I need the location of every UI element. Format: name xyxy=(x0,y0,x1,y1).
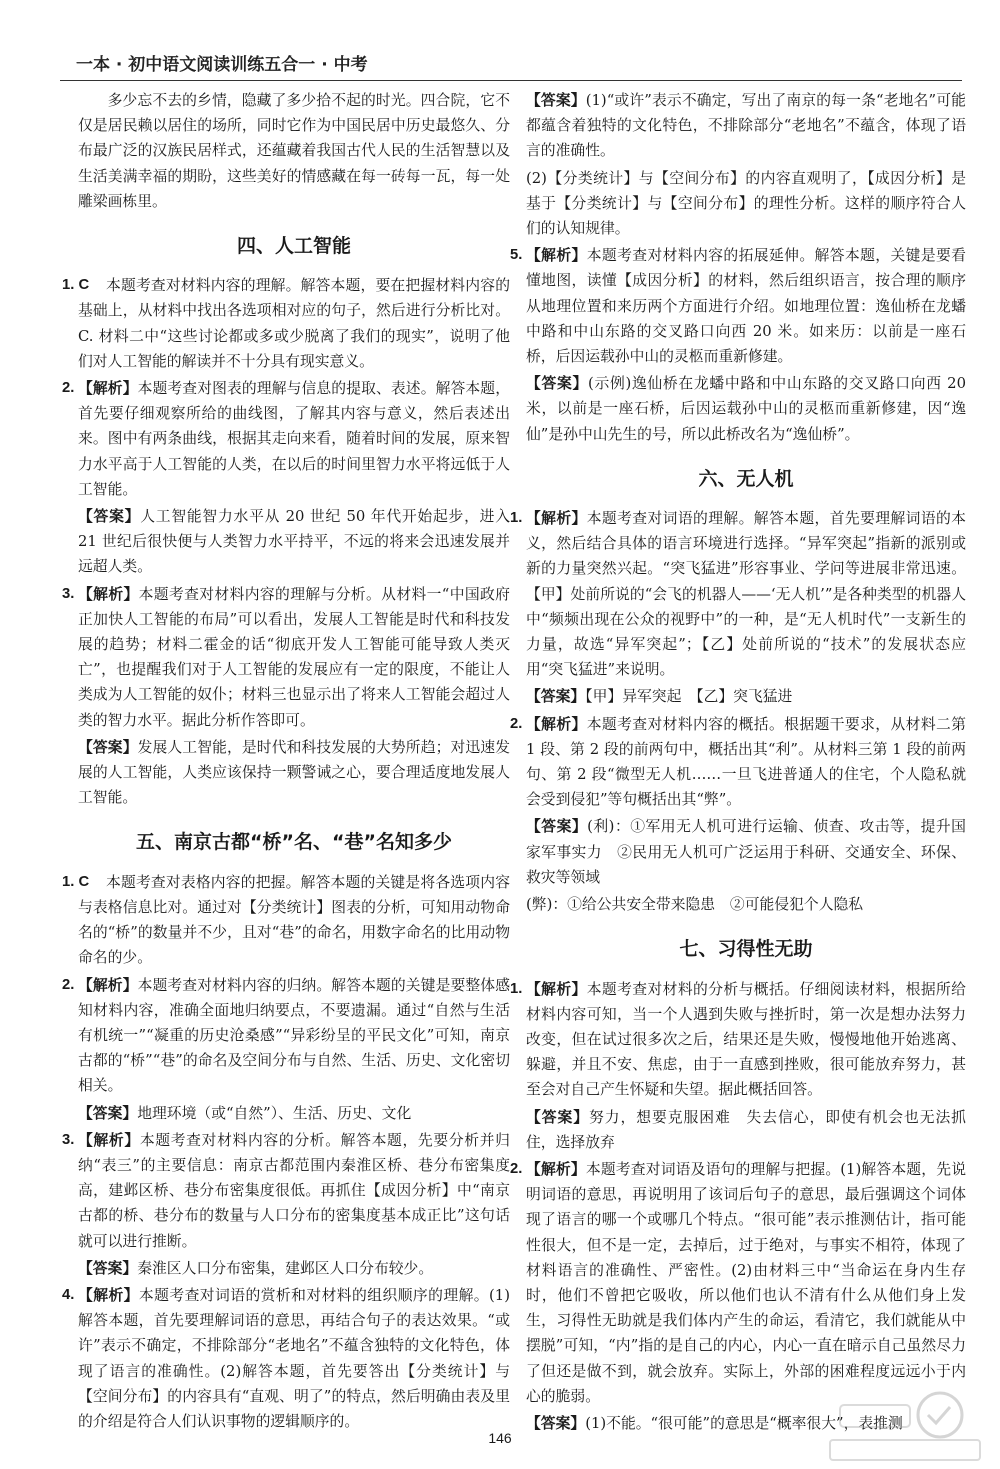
answer-tag: 【答案】 xyxy=(526,1414,586,1432)
question-number: 4. xyxy=(62,1286,75,1303)
analysis-tag: 【解析】 xyxy=(78,1131,140,1149)
answer-text: (利)：①军用无人机可进行运输、侦查、攻击等，提升国家军事实力 ②民用无人机可广泛运用于科研、交通安全、环保、救灾等领域 xyxy=(526,818,966,886)
answer-block xyxy=(78,1256,510,1281)
analysis-text: 本题考查对表格内容的把握。解答本题的关键是将各选项内容与表格信息比对。通过对【分类统计】图表的分析，可知用动物命名的“桥”的数量并不少，且对“巷”的命名，用数字命名的比用动物命名的少。 xyxy=(78,873,510,967)
question-item xyxy=(510,712,966,813)
answer-tag: 【答案】 xyxy=(526,818,588,836)
analysis-text: 本题考查对词语的赏析和对材料的组织顺序的理解。(1)解答本题，首先要理解词语的意思，再结合句子的表达效果。“或许”表示不确定，不排除部分“老地名”不蕴含独特的文化特色，体现了语言的准确性。(2)解答本题，首先要答出【分类统计】与【空间分布】的内容具有“直观、明了”的特点，然后明确由表及里的介绍是符合人们认识事物的逻辑顺序的。 xyxy=(78,1286,510,1430)
watermark-logo-icon xyxy=(820,1385,990,1465)
section-title-nanjing: 五、南京古都“桥”名、“巷”名知多少 xyxy=(136,831,452,854)
answer-text: (示例)逸仙桥在龙蟠中路和中山东路的交叉路口向西 20 米，以前是一座石桥，后因运载孙中山的灵柩而重新修建，因“逸仙”是孙中山先生的号，所以此桥改名为“逸仙桥”。 xyxy=(526,375,966,443)
page-number: 146 xyxy=(488,1430,512,1446)
question-item xyxy=(510,506,966,682)
analysis-tag: 【解析】 xyxy=(78,585,139,603)
question-item xyxy=(62,376,510,502)
page-header: 一本 · 初中语文阅读训练五合一 · 中考 xyxy=(76,55,368,75)
answer-tag: 【答案】 xyxy=(526,92,586,109)
answer-block xyxy=(78,504,510,580)
question-number: 2. xyxy=(510,715,523,732)
header-rule xyxy=(60,80,962,81)
answer-block xyxy=(526,684,966,709)
answer-text: 发展人工智能，是时代和科技发展的大势所趋；对迅速发展的人工智能，人类应该保持一颗警诫之心，要合理适度地发展人工智能。 xyxy=(78,738,510,807)
answer-tag: 【答案】 xyxy=(526,375,588,393)
section-title-drone: 六、无人机 xyxy=(698,467,794,490)
question-number: 1. xyxy=(510,980,523,997)
answer-text: 人工智能智力水平从 20 世纪 50 年代开始起步，进入 21 世纪后很快便与人类智力水平持平，不远的将来会迅速发展并远超人类。 xyxy=(78,508,510,576)
question-item xyxy=(510,243,966,369)
answer-block xyxy=(526,892,966,917)
section-title-helplessness: 七、习得性无助 xyxy=(679,938,813,961)
answer-text: (1)“或许”表示不确定，写出了南京的每一条“老地名”可能都蕴含着独特的文化特色，不排除部分“老地名”不蕴含，体现了语言的准确性。 xyxy=(526,92,966,160)
answer-tag: 【答案】 xyxy=(78,1259,138,1277)
question-item xyxy=(62,582,510,733)
question-number: 2. xyxy=(62,976,75,993)
answer-block xyxy=(78,735,510,811)
answer-block xyxy=(526,166,966,242)
question-item xyxy=(62,973,510,1099)
answer-text: (2)【分类统计】与【空间分布】的内容直观明了，【成因分析】是基于【分类统计】与【空间分布】的理性分析。这样的顺序符合人们的认知规律。 xyxy=(526,169,966,238)
question-number: 1. xyxy=(510,510,523,527)
question-item xyxy=(510,1157,966,1409)
question-number: 1. C xyxy=(62,277,90,294)
analysis-tag: 【解析】 xyxy=(526,715,587,733)
analysis-tag: 【解析】 xyxy=(526,510,587,528)
answer-tag: 【答案】 xyxy=(78,738,138,756)
question-number: 2. xyxy=(510,1160,523,1177)
analysis-text: 本题考查对材料内容的归纳。解答本题的关键是要整体感知材料内容，准确全面地归纳要点，不要遗漏。通过“自然与生活有机统一”“凝重的历史沧桑感”“异彩纷呈的平民文化”可知，南京古都的“桥”“巷”的命名及空间分布与自然、生活、历史、文化密切相关。 xyxy=(78,976,510,1095)
answer-text: (弊)：①给公共安全带来隐患 ②可能侵犯个人隐私 xyxy=(526,896,864,914)
analysis-tag: 【解析】 xyxy=(526,980,587,998)
answer-block xyxy=(526,88,966,164)
analysis-tag: 【解析】 xyxy=(526,247,587,265)
question-number: 1. C xyxy=(62,873,90,890)
answer-block xyxy=(78,1101,510,1126)
answer-tag: 【答案】 xyxy=(78,1104,138,1122)
question-item xyxy=(62,1128,510,1254)
analysis-tag: 【解析】 xyxy=(526,1160,586,1178)
answer-text: (1)不能。“很可能”的意思是“概率很大”，表推测 xyxy=(585,1414,903,1432)
analysis-text: 本题考查对材料的分析与概括。仔细阅读材料，根据所给材料内容可知，当一个人遇到失败与挫折时，第一次是想办法努力改变，但在试过很多次之后，结果还是失败，慢慢地他开始逃离、躲避，并且不安、焦虑，由于一直感到挫败，很可能放弃努力，甚至会对自己产生怀疑和失望。据此概括回答。 xyxy=(526,980,966,1099)
intro-paragraph: 多少忘不去的乡情，隐藏了多少拾不起的时光。四合院，它不仅是居民赖以居住的场所，同时它作为中国民居中历史最悠久、分布最广泛的汉族民居样式，还蕴藏着我国古代人民的生活智慧以及生活美满幸福的期盼，这些美好的情感藏在每一砖每一瓦，每一处雕梁画栋里。 xyxy=(78,92,510,210)
analysis-text: 本题考查对材料内容的理解。解答本题，要在把握材料内容的基础上，从材料中找出各选项相对应的句子，然后进行分析比对。C. 材料二中“这些讨论都或多或少脱离了我们的现实”，说明了他们对人工智能的解读并不十分具有现实意义。 xyxy=(78,277,510,370)
question-item xyxy=(62,1283,510,1434)
analysis-text: 本题考查对图表的理解与信息的提取、表述。解答本题，首先要仔细观察所给的曲线图，了解其内容与意义，然后表述出来。图中有两条曲线，根据其走向来看，随着时间的发展，原来智力水平高于人工智能的人类，在以后的时间里智力水平将远低于人工智能。 xyxy=(78,380,510,498)
analysis-text: 本题考查对词语的理解。解答本题，首先要理解词语的本义，然后结合具体的语言环境进行选择。“异军突起”指新的派别或新的力量突然兴起。“突飞猛进”形容事业、学问等进展非常迅速。【甲】处前所说的“会飞的机器人——‘无人机’”是各种类型的机器人中“频频出现在公众的视野中”的一种，是“无人机时代”一支新生的力量，故选“异军突起”；【乙】处前所说的“技术”的发展状态应用“突飞猛进”来说明。 xyxy=(526,510,966,679)
question-item xyxy=(62,870,510,971)
analysis-text: 本题考查对材料内容的分析。解答本题，先要分析并归纳“表三”的主要信息：南京古都范围内秦淮区桥、巷分布密集度高，建邺区桥、巷分布密集度很低。再抓住【成因分析】中“南京古都的桥、巷分布的数量与人口分布的密集度基本成正比”这句话就可以进行推断。 xyxy=(78,1131,510,1250)
answer-tag: 【答案】 xyxy=(526,688,586,706)
analysis-text: 本题考查对材料内容的拓展延伸。解答本题，关键是要看懂地图，读懂【成因分析】的材料，然后组织语言，按合理的顺序从地理位置和来历两个方面进行介绍。如地理位置：逸仙桥在龙蟠中路和中山东路的交叉路口向西 20 米。如来历：以前是一座石桥，后因运载孙中山的灵柩而重新修建。 xyxy=(526,247,966,366)
analysis-text: 本题考查对材料内容的概括。根据题干要求，从材料二第 1 段、第 2 段的前两句中，概括出其“利”。从材料三第 1 段的前两句、第 2 段“微型无人机……一旦飞进普通人的住宅，个人隐私就会受到侵犯”等句概括出其“弊”。 xyxy=(526,715,966,809)
question-number: 5. xyxy=(510,247,523,264)
question-number: 2. xyxy=(62,380,75,397)
question-item xyxy=(510,977,966,1103)
answer-tag: 【答案】 xyxy=(78,508,141,526)
answer-block xyxy=(526,814,966,890)
answer-text: 努力，想要克服困难 失去信心，即使有机会也无法抓住，选择放弃 xyxy=(526,1108,966,1151)
analysis-tag: 【解析】 xyxy=(78,380,138,398)
analysis-tag: 【解析】 xyxy=(78,1286,139,1304)
analysis-tag: 【解析】 xyxy=(78,976,138,994)
section-title-ai: 四、人工智能 xyxy=(236,235,351,258)
right-column xyxy=(510,88,966,1438)
answer-text: 【甲】异军突起 【乙】突飞猛进 xyxy=(585,688,793,706)
answer-text: 地理环境（或“自然”）、生活、历史、文化 xyxy=(137,1104,412,1122)
analysis-text: 本题考查对材料内容的理解与分析。从材料一“中国政府正加快人工智能的布局”可以看出，发展人工智能是时代和科技发展的趋势；材料二霍金的话“彻底开发人工智能可能导致人类灭亡”，也提醒我们对于人工智能的发展应有一定的限度，不能让人类成为人工智能的奴仆；材料三也显示出了将来人工智能会超过人类的智力水平。据此分析作答即可。 xyxy=(78,585,510,729)
question-number: 3. xyxy=(62,585,75,602)
question-item xyxy=(62,273,510,374)
answer-tag: 【答案】 xyxy=(526,1108,589,1126)
answer-block xyxy=(526,371,966,447)
answer-text: 秦淮区人口分布密集，建邺区人口分布较少。 xyxy=(137,1259,434,1277)
left-column xyxy=(62,88,510,1436)
analysis-text: 本题考查对词语及语句的理解与把握。(1)解答本题，先说明词语的意思，再说明用了该词后句子的意思，最后强调这个词体现了语言的哪一个或哪几个特点。“很可能”表示推测估计，指可能性很大，但不是一定，去掉后，过于绝对，与事实不相符，体现了材料语言的准确性、严密性。(2)由材料三中“当命运在身内生存时，他们不曾把它吸收，所以他们也认不清有什么从他们身上发生，习得性无助就是我们体内产生的命运，看清它，我们就能从中摆脱”可知，“内”指的是自己的内心，内心一直在暗示自己虽然尽力了但还是做不到，就会放弃。实际上，外部的困难程度远远小于内心的脆弱。 xyxy=(526,1160,966,1405)
question-number: 3. xyxy=(62,1131,75,1148)
answer-block xyxy=(526,1105,966,1155)
